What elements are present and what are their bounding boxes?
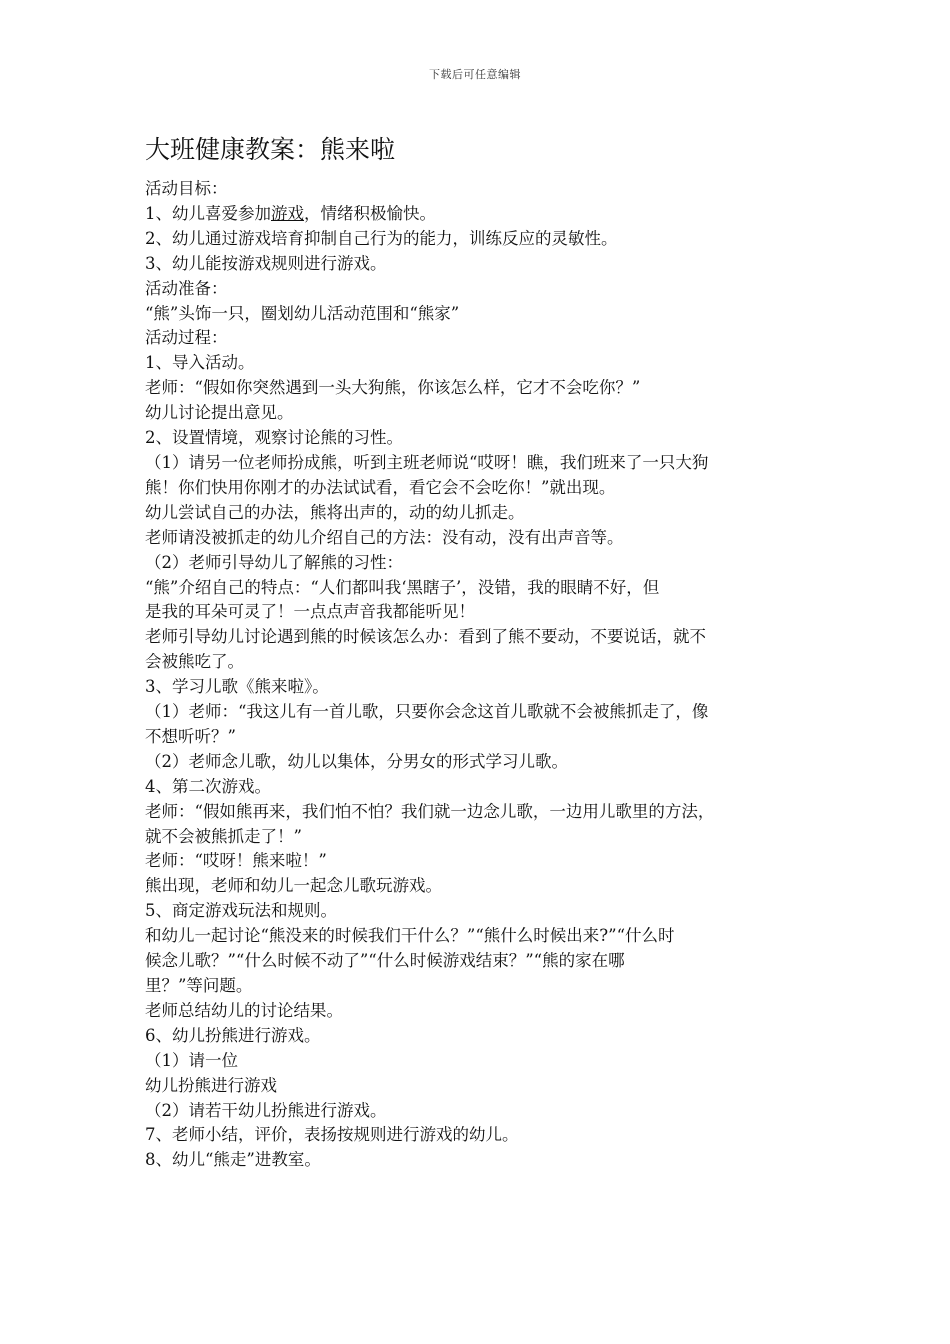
- text-line: 老师引导幼儿讨论遇到熊的时候该怎么办：看到了熊不要动，不要说话，就不: [145, 627, 706, 647]
- text-line: （1）请一位: [145, 1050, 238, 1070]
- page-header-note: 下载后可任意编辑: [429, 68, 521, 81]
- text-line: 1、导入活动。: [145, 353, 255, 373]
- text-line: 熊出现，老师和幼儿一起念儿歌玩游戏。: [145, 876, 442, 896]
- document-text: [145, 177, 810, 1173]
- text-line: 4、第二次游戏。: [145, 776, 271, 796]
- text-line: 老师请没被抓走的幼儿介绍自己的方法：没有动，没有出声音等。: [145, 527, 624, 547]
- text-segment: ，情绪积极愉快。: [304, 203, 436, 223]
- text-line: （2）请若干幼儿扮熊进行游戏。: [145, 1100, 387, 1120]
- text-line: 活动目标：: [145, 179, 228, 198]
- text-line: （1）请另一位老师扮成熊，听到主班老师说“哎呀！瞧，我们班来了一只大狗: [145, 452, 709, 472]
- text-line: 就不会被熊抓走了！”: [145, 826, 302, 846]
- document-body: [145, 130, 810, 1173]
- text-line: 候念儿歌？”“什么时候不动了”“什么时候游戏结束？”“熊的家在哪: [145, 951, 625, 971]
- underlined-word: 游戏: [271, 203, 304, 223]
- text-segment: 1、幼儿喜爱参加: [145, 203, 271, 223]
- text-line: 7、老师小结，评价，表扬按规则进行游戏的幼儿。: [145, 1125, 519, 1145]
- text-line: 老师：“假如你突然遇到一头大狗熊，你该怎么样，它才不会吃你？”: [145, 378, 641, 398]
- text-line: “熊”头饰一只，圈划幼儿活动范围和“熊家”: [145, 303, 460, 323]
- text-line: 幼儿讨论提出意见。: [145, 403, 294, 423]
- text-line: 老师：“哎呀！熊来啦！”: [145, 851, 327, 871]
- text-line: 熊！你们快用你刚才的办法试试看，看它会不会吃你！”就出现。: [145, 477, 616, 497]
- text-line: （2）老师念儿歌，幼儿以集体，分男女的形式学习儿歌。: [145, 751, 568, 771]
- text-line: 不想听听？”: [145, 726, 236, 746]
- text-line: 是我的耳朵可灵了！一点点声音我都能听见！: [145, 602, 475, 622]
- text-line: 6、幼儿扮熊进行游戏。: [145, 1025, 321, 1045]
- text-line: 活动过程：: [145, 328, 228, 348]
- text-line: 8、幼儿“熊走”进教室。: [145, 1150, 321, 1170]
- text-line: 幼儿扮熊进行游戏: [145, 1075, 277, 1095]
- text-line: 2、幼儿通过游戏培育抑制自己行为的能力，训练反应的灵敏性。: [145, 228, 618, 248]
- text-line: 会被熊吃了。: [145, 652, 244, 672]
- text-line: 幼儿尝试自己的办法，熊将出声的，动的幼儿抓走。: [145, 502, 525, 522]
- text-line: 2、设置情境，观察讨论熊的习性。: [145, 428, 403, 448]
- text-line: 和幼儿一起讨论“熊没来的时候我们干什么？”“熊什么时候出来?”“什么时: [145, 926, 675, 946]
- text-line: （1）老师：“我这儿有一首儿歌，只要你会念这首儿歌就不会被熊抓走了，像: [145, 702, 709, 722]
- text-line: 5、商定游戏玩法和规则。: [145, 901, 337, 921]
- text-line-goal-1: [145, 202, 810, 227]
- text-line: 老师：“假如熊再来，我们怕不怕？我们就一边念儿歌，一边用儿歌里的方法，: [145, 801, 715, 821]
- text-line: 老师总结幼儿的讨论结果。: [145, 1000, 343, 1020]
- text-line: 3、学习儿歌《熊来啦》。: [145, 677, 329, 697]
- text-line: 活动准备：: [145, 278, 228, 298]
- text-line: （2）老师引导幼儿了解熊的习性：: [145, 552, 403, 572]
- text-line: 里？”等问题。: [145, 976, 253, 995]
- document-title: 大班健康教案：熊来啦: [145, 135, 396, 164]
- text-line: 3、幼儿能按游戏规则进行游戏。: [145, 253, 387, 273]
- text-line: “熊”介绍自己的特点：“人们都叫我‘黑瞎子’，没错，我的眼睛不好，但: [145, 577, 660, 597]
